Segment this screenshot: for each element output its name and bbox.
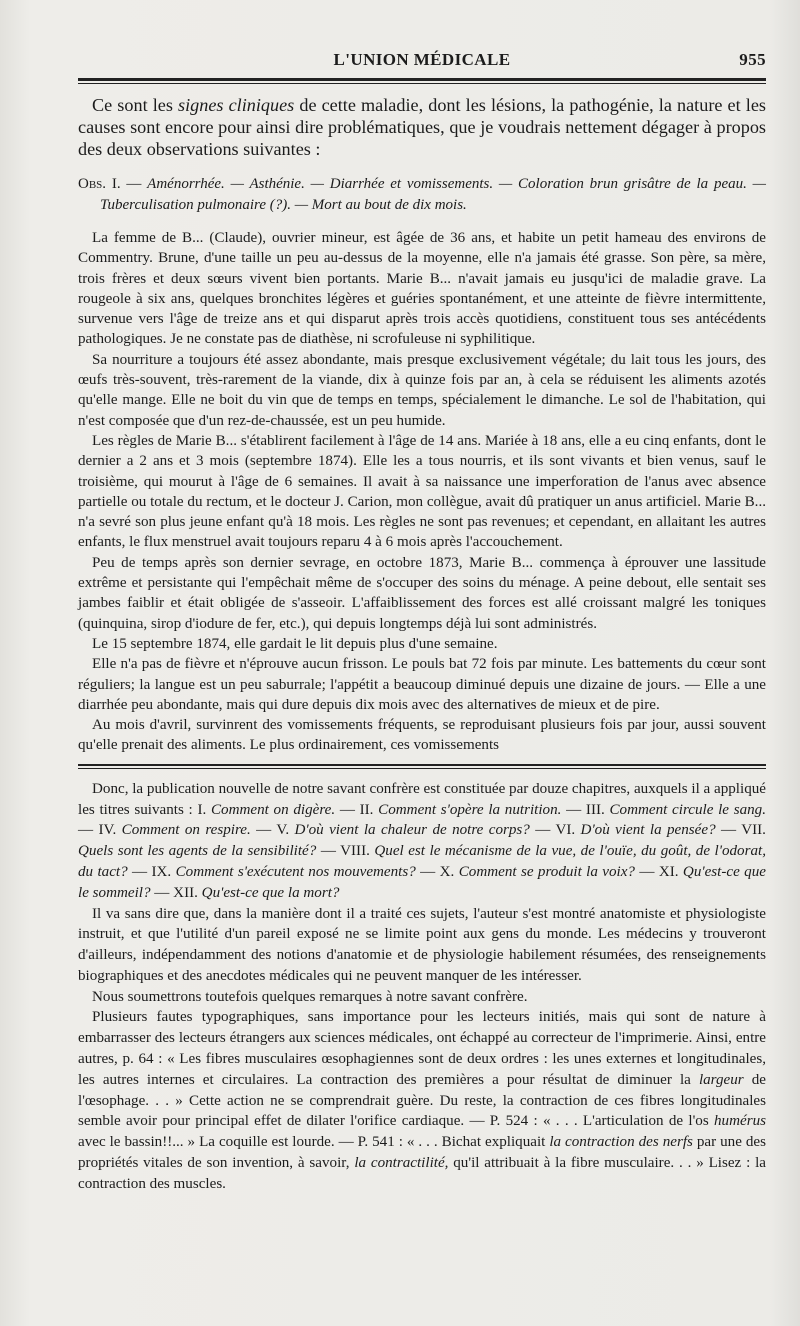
- intro-emphasis: signes cliniques: [178, 95, 295, 115]
- body-paragraph: Les règles de Marie B... s'établirent facilement à l'âge de 14 ans. Mariée à 18 ans, elle a eu cinq enfants, dont le dernier a 2 ans et 3 mois (septembre 1874). Elle les a tous nourris, et ils sont vivants et bien venus, sauf le troisième, qui mourut à l'âge de 6 semaines. Il avait à sa naissance une imperforation de l'anus avec absence partielle ou totale du rectum, et le docteur J. Carion, mon collègue, avait dû pratiquer un anus artificiel. Marie B... n'a sevré son plus jeune enfant qu'à 18 mois. Les règles ne sont pas revenues; et cependant, en allaitant les autres enfants, le flux menstruel avait toujours reparu 4 à 6 mois après l'accouchement.: [78, 432, 766, 551]
- observation-heading: [78, 174, 766, 216]
- feuilleton-paragraph: Il va sans dire que, dans la manière dont il a traité ces sujets, l'auteur s'est montré anatomiste et physiologiste instruit, et que l'utilité d'un pareil exposé ne se limite point aux gens du monde. Les médecins y trouveront d'ailleurs, indépendamment des notions d'anatomie et de physiologie habilement résumées, des renseignements biographiques et des anecdotes médicales qui ne peuvent manquer de les intéresser.: [78, 905, 766, 984]
- feuilleton-paragraph: Nous soumettrons toutefois quelques remarques à notre savant confrère.: [92, 988, 528, 1005]
- intro-paragraph: Ce sont les signes cliniques de cette maladie, dont les lésions, la pathogénie, la nature et les causes sont encore pour ainsi dire problématiques, que je voudrais nettement dégager à propos des deux observations suivantes :: [78, 95, 766, 159]
- observation-title: Aménorrhée. — Asthénie. — Diarrhée et vomissements. — Coloration brun grisâtre de la peau. — Tuberculisation pulmonaire (?). — Mort au bout de dix mois.: [100, 176, 766, 213]
- feuilleton-separator: [78, 764, 766, 769]
- body-paragraph: Le 15 septembre 1874, elle gardait le lit depuis plus d'une semaine.: [92, 635, 498, 652]
- page-header: [78, 46, 766, 72]
- feuilleton-paragraph: Donc, la publication nouvelle de notre savant confrère est constituée par douze chapitres, auxquels il a appliqué les titres suivants : I. Comment on digère. — II. Comment s'opère la nutrition. — III. Comment circule le sang. — IV. Comment on respire. — V. D'où vient la chaleur de notre corps? — VI. D'où vient la pensée? — VII. Quels sont les agents de la sensibilité? — VIII. Quel est le mécanisme de la vue, de l'ouïe, du goût, de l'odorat, du tact? — IX. Comment s'exécutent nos mouvements? — X. Comment se produit la voix? — XI. Qu'est-ce que le sommeil? — XII. Qu'est-ce que la mort?: [78, 780, 766, 901]
- body-paragraph: Elle n'a pas de fièvre et n'éprouve aucun frisson. Le pouls bat 72 fois par minute. Les battements du cœur sont réguliers; la langue est un peu saburrale; l'appétit a beaucoup diminué depuis une dizaine de jours. — Elle a une diarrhée peu abondante, mais qui dure depuis dix mois avec des alternatives de mieux et de pire.: [78, 656, 766, 713]
- body-paragraph: Sa nourriture a toujours été assez abondante, mais presque exclusivement végétale; du lait tous les jours, des œufs très-souvent, très-rarement de la viande, dix à quinze fois par an, à cela se réduisent les aliments azotés qu'elle mange. Elle ne boit du vin que de temps en temps, spécialement le dimanche. Le sol de l'habitation, qui n'est composée que d'un rez-de-chaussée, est un peu humide.: [78, 351, 766, 429]
- header-rule-thin: [78, 83, 766, 84]
- body-paragraph: Au mois d'avril, survinrent des vomissements fréquents, se reproduisant plusieurs fois par jour, aussi souvent qu'elle prenait des aliments. Le plus ordinairement, ces vomissements: [78, 717, 766, 754]
- body-paragraph: La femme de B... (Claude), ouvrier mineur, est âgée de 36 ans, et habite un petit hameau des environs de Commentry. Brune, d'une taille un peu au-dessus de la moyenne, elle n'a jamais été grasse. Son père, sa mère, trois frères et deux sœurs vivent bien portants. Marie B... n'avait jamais eu jusqu'ici de maladie grave. La rougeole à six ans, quelques bronchites légères et guéries spontanément, et une atteinte de fièvre intermittente, survenue vers l'âge de treize ans et qui disparut après trois accès quotidiens, constituent tous ses antécédents pathologiques. Je ne constate pas de diathèse, ni scrofuleuse ni syphilitique.: [78, 230, 766, 348]
- feuilleton-section: [78, 779, 766, 1195]
- journal-title: L'UNION MÉDICALE: [333, 50, 511, 69]
- header-rule: [78, 78, 766, 81]
- observation-label: Obs. I. —: [78, 176, 148, 192]
- page-number: 955: [739, 50, 766, 69]
- case-report-body: [78, 228, 766, 756]
- body-paragraph: Peu de temps après son dernier sevrage, en octobre 1873, Marie B... commença à éprouver une lassitude extrême et persistante qui l'empêchait même de s'occuper des soins du ménage. A peine debout, elle sentait ses jambes faiblir et était obligée de s'asseoir. L'affaiblissement des forces est allé croissant malgré les toniques (quinquina, sirop d'iodure de fer, etc.), qui depuis longtemps déjà lui sont administrés.: [78, 554, 766, 632]
- feuilleton-paragraph: Plusieurs fautes typographiques, sans importance pour les lecteurs initiés, mais qui sont de nature à embarrasser des lecteurs étrangers aux sciences médicales, ont échappé au correcteur de l'imprimerie. Ainsi, entre autres, p. 64 : « Les fibres musculaires œsophagiennes sont de deux ordres : les unes externes et longitudinales, les autres internes et circulaires. La contraction des premières a pour résultat de diminuer la largeur de l'œsophage. . . » Cette action ne se comprendrait guère. Du reste, la contraction de ces fibres longitudinales semble avoir pour principal effet de dilater l'orifice cardiaque. — P. 524 : « . . . L'articulation de l'os humérus avec le bassin!!... » La coquille est lourde. — P. 541 : « . . . Bichat expliquait la contraction des nerfs par une des propriétés vitales de son invention, à savoir, la contractilité, qu'il attribuait à la fibre musculaire. . . » Lisez : la contraction des muscles.: [78, 1009, 766, 1192]
